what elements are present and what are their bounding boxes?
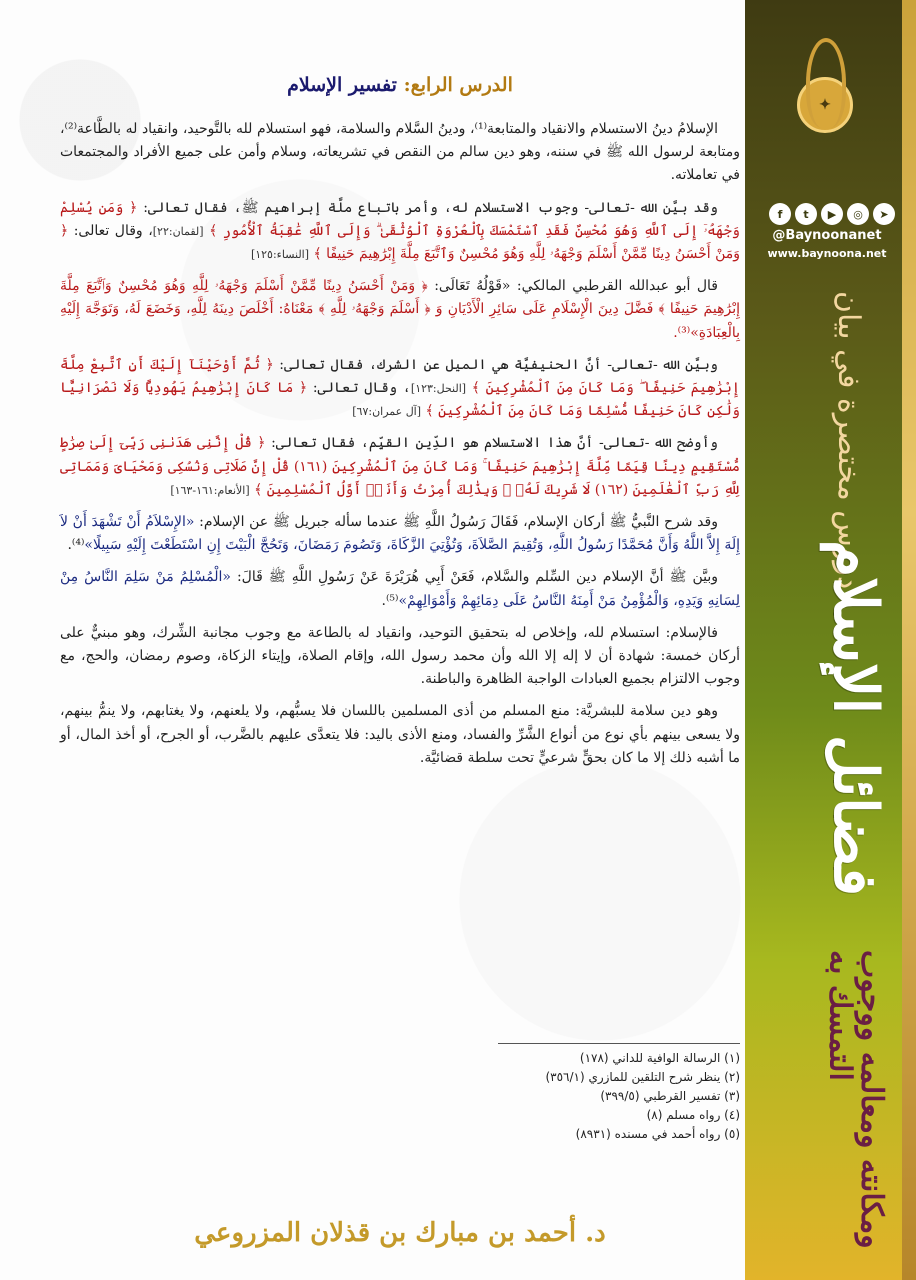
banner-main-title: فضائل الإسلام	[820, 540, 890, 897]
lesson-body	[60, 118, 740, 779]
paragraph	[60, 275, 740, 345]
paragraph-text: وبيَّن ﷺ أنَّ الإسلام دين السِّلم والسَّلام، فَعَنْ أَبِي هُرَيْرَةَ عَنْ رَسُولِ اللَّهِ ﷺ قَالَ:	[236, 569, 718, 586]
paragraph-text: ، وقال تعالى:	[73, 222, 153, 239]
telegram-icon[interactable]: ➤	[873, 203, 895, 225]
verse-citation: [النحل:١٢٣]	[410, 382, 467, 396]
logo-flame-icon	[806, 38, 846, 128]
verse-citation: [آل عمران:٦٧]	[352, 405, 422, 419]
paragraph	[60, 511, 740, 557]
quran-verse: ﴿ وَمَنْ أَحْسَنُ دِينًا مِّمَّنْ أَسْلَمَ وَجْهَهُۥ لِلَّهِ وَهُوَ مُحْسِنٌ وَٱتَّبَعَ مِلَّةَ إِبْرَٰهِيمَ حَنِيفًا ﴾	[60, 222, 740, 263]
hadith-text: «الْمُسْلِمُ مَنْ سَلِمَ النَّاسُ مِنْ لِسَانِهِ وَيَدِهِ، وَالْمُؤْمِنُ مَنْ أَمِنَهُ النَّاسُ عَلَى دِمَائِهِمْ وَأَمْوَالِهِمْ»	[60, 569, 740, 609]
footnotes	[60, 1049, 740, 1144]
paragraph: وهو دين سلامة للبشريَّة: منع المسلم من أذى المسلمين باللسان فلا يسبُّهم، ولا يلعنهم، ولا يغتابهم، ولا ينمُّ بينهم، ولا يسعى بينهم بأي نوع من أنواع الشَّرِّ والفساد، ومنع الأذى باليد: فلا يتعدَّى عليهم بالضَّرب، أو الجرح، أو أخذ المال، أو ما أشبه ذلك إلا ما كان بحقٍّ شرعيٍّ تحت سلطة قضائيَّة.	[60, 703, 740, 766]
verse-citation: [الأنعام:١٦١-١٦٣]	[170, 483, 250, 497]
paragraph-text: قال أبو عبدالله القرطبي المالكي: «قَوْلُهُ تَعَالَى:	[434, 278, 718, 295]
footnote-item: (٣) تفسير القرطبي (٣٩٩/٥)	[600, 1089, 740, 1103]
paragraph	[60, 432, 740, 502]
gold-stripe	[902, 0, 916, 1280]
website-link[interactable]: www.baynoona.net	[767, 247, 887, 260]
footnote-marker: ⁽⁵⁾.	[381, 592, 399, 609]
facebook-icon[interactable]: f	[769, 203, 791, 225]
twitter-icon[interactable]: t	[795, 203, 817, 225]
page-content	[60, 0, 740, 1280]
logo	[770, 30, 880, 180]
quran-verse: ﴿ ثُمَّ أَوْحَيْنَآ إِلَيْكَ أَنِ ٱتَّبِعْ مِلَّةَ إِبْرَٰهِيمَ حَنِيفًا ۖ وَمَا كَانَ مِنَ ٱلْمُشْرِكِينَ ﴾	[60, 356, 741, 397]
instagram-icon[interactable]: ◎	[847, 203, 869, 225]
paragraph-text: وبيَّن الله -تعالى- أنَّ الحنيفيَّة هي الميل عن الشرك، فقال تعالى:	[279, 356, 718, 373]
verse-citation: [لقمان:٢٢]	[152, 224, 204, 238]
paragraph: الإسلامُ دينُ الاستسلام والانقياد والمتابعة⁽¹⁾، ودينُ السَّلام والسلامة، فهو استسلام لله بالتَّوحيد، وانقياد له بالطَّاعة⁽²⁾، ومتابعة لرسول الله ﷺ في سننه، وهو دين سالم من النقص في تشريعاته، وسلام وأمن على جميع الأفراد والمجتمعات في تعاملاته.	[60, 121, 740, 184]
paragraph: فالإسلام: استسلام لله، وإخلاص له بتحقيق التوحيد، وانقياد له بالطاعة مع وجوب مجانبة الشِّرك، وهو مبنيٌّ على أركان خمسة: شهادة أن لا إله إلا الله وأن محمد رسول الله، وإقام الصلاة، وإيتاء الزكاة، وصوم رمضان، والحج، مع وجوب الالتزام بجميع العبادات الواجبة الظاهرة والباطنة.	[60, 624, 740, 688]
lesson-title	[60, 74, 740, 96]
footnote-divider	[498, 1043, 740, 1044]
lesson-name: تفسير الإسلام	[287, 74, 397, 96]
quran-verse: ﴿ مَا كَانَ إِبْرَٰهِيمُ يَهُودِيًّا وَلَا نَصْرَانِيًّا وَلَٰكِن كَانَ حَنِيفًا مُّسْلِمًا وَمَا كَانَ مِنَ ٱلْمُشْرِكِينَ ﴾	[60, 380, 740, 420]
paragraph-text: وأوضح الله -تعالى- أنَّ هذا الاستسلام هو الدِّين القيِّم، فقال تعالى:	[271, 435, 718, 452]
footnote-item: (٢) ينظر شرح التلقين للمازري (٣٥٦/١)	[545, 1070, 740, 1084]
quran-verse: ﴿ وَمَنْ أَحْسَنُ دِينًا مِّمَّنْ أَسْلَمَ وَجْهَهُۥ لِلَّهِ وَهُوَ مُحْسِنٌ وَٱتَّبَعَ مِلَّةَ إِبْرَٰهِيمَ حَنِيفًا ﴾	[60, 278, 740, 318]
paragraph-text: وقد بيَّن الله -تعالى- وجوب الاستسلام له، وأمر باتباع ملَّة إبراهيم ﷺ، فقال تعالى:	[143, 199, 718, 216]
paragraph	[60, 197, 740, 267]
author-signature: د. أحمد بن مبارك بن قذلان المزروعي	[194, 1218, 606, 1248]
hadith-text: «الإِسْلاَمُ أَنْ تَشْهَدَ أَنْ لاَ إِلَهَ إِلاَّ اللَّهُ وَأَنَّ مُحَمَّدًا رَسُولُ اللَّهِ، وَتُقِيمَ الصَّلاَةَ، وَتُؤْتِيَ الزَّكَاةَ، وَتَصُومَ رَمَضَانَ، وَتَحُجَّ الْبَيْتَ إِنِ اسْتَطَعْتَ إِلَيْهِ سَبِيلًا»	[60, 514, 740, 554]
quran-verse: ﴿ وَمَن يُسْلِمْ وَجْهَهُۥٓ إِلَى ٱللَّهِ وَهُوَ مُحْسِنٌ فَقَدِ ٱسْتَمْسَكَ بِٱلْعُرْوَةِ ٱلْوُثْقَىٰ ۗ وَإِلَى ٱللَّهِ عَٰقِبَةُ ٱلْأُمُورِ ﴾	[60, 199, 740, 239]
footnote-marker: ⁽⁴⁾.	[67, 537, 85, 554]
social-handle[interactable]: @Baynoonanet	[772, 228, 882, 243]
side-banner	[745, 0, 916, 1280]
paragraph	[60, 566, 740, 612]
series-title: دروس مختصرة في بيان	[831, 290, 866, 590]
verse-citation: [النساء:١٢٥]	[250, 248, 310, 262]
lesson-number: الدرس الرابع:	[403, 74, 513, 96]
footnote-item: (٤) رواه مسلم (٨)	[646, 1108, 740, 1122]
quote-text: فَضَّلَ دِينَ الْإِسْلَامِ عَلَى سَائِرِ الْأَدْيَانِ وَ ﴿ أَسْلَمَ وَجْهَهُۥ لِلَّهِ ﴾ مَعْنَاهُ: أَخْلَصَ دِينَهُ لِلَّهِ، وَخَضَعَ لَهُ، وَتَوَجَّهَ إِلَيْهِ بِالْعِبَادَةِ»⁽³⁾.	[60, 301, 740, 341]
youtube-icon[interactable]: ▶	[821, 203, 843, 225]
paragraph-text: ، وقال تعالى:	[312, 380, 411, 397]
footnote-item: (١) الرسالة الوافية للداني (١٧٨)	[579, 1051, 740, 1065]
logo-emblem-icon: ✦	[797, 77, 853, 133]
banner-sub-title: ومكانته ومعالمه ووجوب التمسك به	[822, 950, 889, 1249]
paragraph-text: وقد شرح النَّبيُّ ﷺ أركان الإسلام، فَقَالَ رَسُولُ اللَّهِ ﷺ عندما سأله جبريل ﷺ عن الإسلام:	[199, 514, 718, 531]
footnote-item: (٥) رواه أحمد في مسنده (٨٩٣١)	[575, 1127, 740, 1141]
quran-verse: ﴿ قُلْ إِنَّنِى هَدَىٰنِى رَبِّىٓ إِلَىٰ صِرَٰطٍ مُّسْتَقِيمٍ دِينًا قِيَمًا مِّلَّةَ إِبْرَٰهِيمَ حَنِيفًا ۚ وَمَا كَانَ مِنَ ٱلْمُشْرِكِينَ (١٦١) قُلْ إِنَّ صَلَاتِى وَنُسُكِى وَمَحْيَاىَ وَمَمَاتِى لِلَّهِ رَبِّ ٱلْعَٰلَمِينَ (١٦٢) لَا شَرِيكَ لَهُۥ ۖ وَبِذَٰلِكَ أُمِرْتُ وَأَنَا۠ أَوَّلُ ٱلْمُسْلِمِينَ ﴾	[60, 435, 741, 498]
paragraph	[60, 354, 740, 424]
social-links	[769, 203, 895, 225]
